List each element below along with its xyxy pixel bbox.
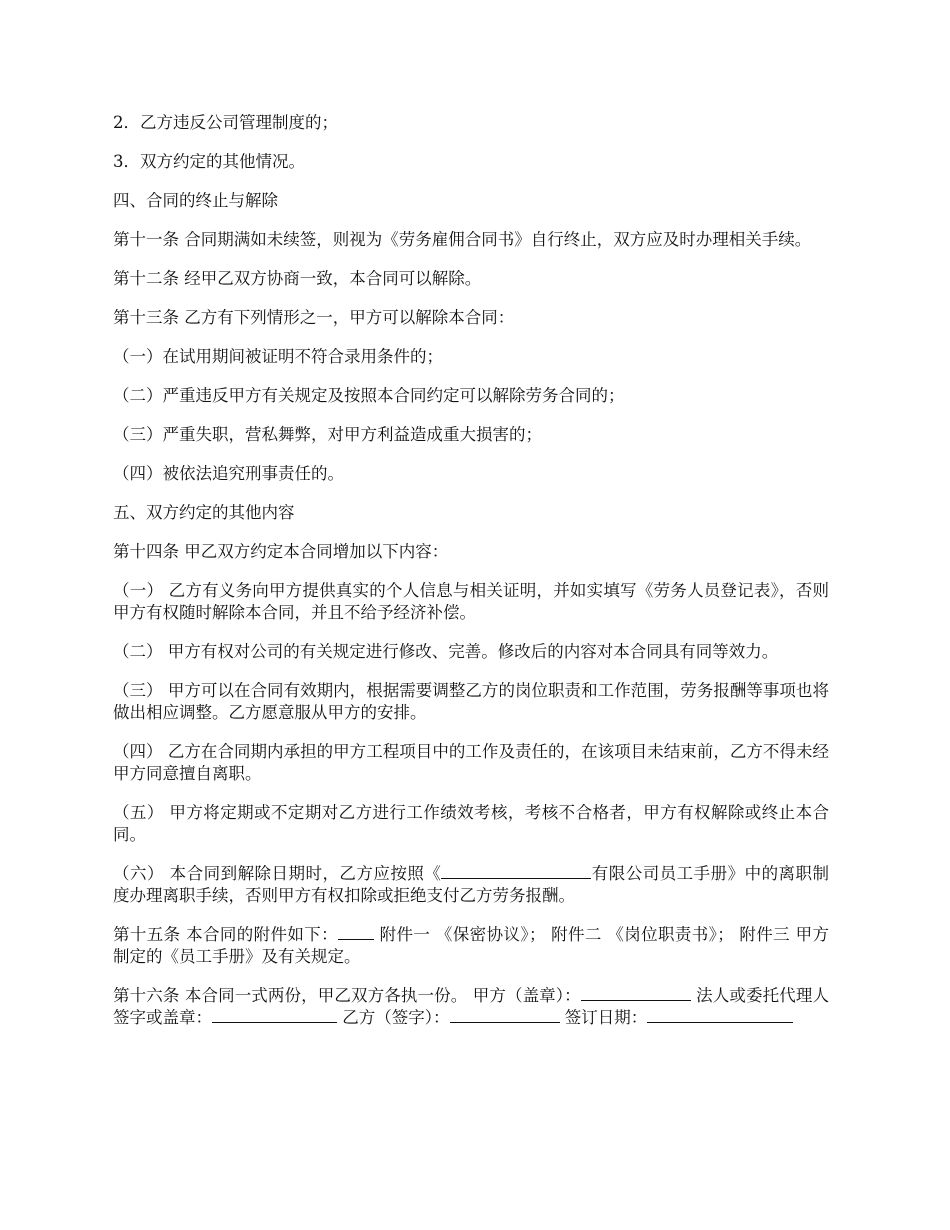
paragraph — [113, 924, 829, 968]
fill-blank-legal-representative[interactable] — [212, 1007, 337, 1023]
list-item: （二）严重违反甲方有关规定及按照本合同约定可以解除劳务合同的； — [113, 386, 625, 405]
text-segment: 附件一 《保密协议》； 附件二 《岗位职责书》； 附件三 甲方制定的《员工手册》及有关规定。 — [113, 925, 829, 966]
paragraph: 3．双方约定的其他情况。 — [113, 152, 305, 171]
list-item — [113, 863, 829, 907]
list-item: （三）严重失职，营私舞弊，对甲方利益造成重大损害的； — [113, 425, 542, 444]
text-segment: （六） 本合同到解除日期时，乙方应按照《 — [113, 864, 442, 883]
list-item: （五） 甲方将定期或不定期对乙方进行工作绩效考核，考核不合格者，甲方有权解除或终止本合同。 — [113, 803, 829, 844]
list-item: （三） 甲方可以在合同有效期内，根据需要调整乙方的岗位职责和工作范围，劳务报酬等事项也将做出相应调整。乙方愿意服从甲方的安排。 — [113, 681, 829, 722]
list-item: （四） 乙方在合同期内承担的甲方工程项目中的工作及责任的，在该项目未结束前，乙方不得未经甲方同意擅自离职。 — [113, 742, 829, 783]
list-item: （一）在试用期间被证明不符合录用条件的； — [113, 347, 443, 366]
fill-blank-company-name[interactable] — [441, 863, 591, 879]
list-item: （二） 甲方有权对公司的有关规定进行修改、完善。修改后的内容对本合同具有同等效力。 — [113, 642, 779, 661]
fill-blank-sign-date[interactable] — [647, 1007, 711, 1023]
text-segment: 第十六条 本合同一式两份，甲乙双方各执一份。 甲方（盖章）： — [113, 986, 581, 1005]
text-segment: 乙方（签字）： — [337, 1008, 450, 1027]
section-heading: 五、双方约定的其他内容 — [113, 503, 295, 522]
fill-blank-sign-date-continued[interactable] — [711, 1007, 793, 1023]
fill-blank-party-b-signature[interactable] — [450, 1007, 560, 1023]
text-segment: 第十五条 本合同的附件如下： — [113, 925, 339, 944]
paragraph: 第十二条 经甲乙双方协商一致，本合同可以解除。 — [113, 269, 482, 288]
paragraph: 第十三条 乙方有下列情形之一，甲方可以解除本合同： — [113, 308, 515, 327]
text-segment: 法人或委托代理人签字或盖章： — [113, 986, 829, 1027]
section-heading: 四、合同的终止与解除 — [113, 191, 278, 210]
text-segment: 签订日期： — [559, 1008, 648, 1027]
paragraph: 第十一条 合同期满如未续签，则视为《劳务雇佣合同书》自行终止，双方应及时办理相关手续。 — [113, 230, 812, 249]
paragraph: 2．乙方违反公司管理制度的； — [113, 113, 338, 132]
list-item: （一） 乙方有义务向甲方提供真实的个人信息与相关证明，并如实填写《劳务人员登记表》，否则甲方有权随时解除本合同，并且不给予经济补偿。 — [113, 581, 829, 622]
fill-blank-party-a-seal[interactable] — [581, 985, 691, 1001]
signature-paragraph — [113, 985, 829, 1029]
text-segment: 有限公司员工手册》中的离职制度办理离职手续，否则甲方有权扣除或拒绝支付乙方劳务报酬。 — [113, 864, 830, 905]
fill-blank-attachments[interactable] — [338, 924, 374, 940]
paragraph: 第十四条 甲乙双方约定本合同增加以下内容： — [113, 542, 449, 561]
list-item: （四）被依法追究刑事责任的。 — [113, 464, 344, 483]
document-body — [113, 112, 829, 1046]
